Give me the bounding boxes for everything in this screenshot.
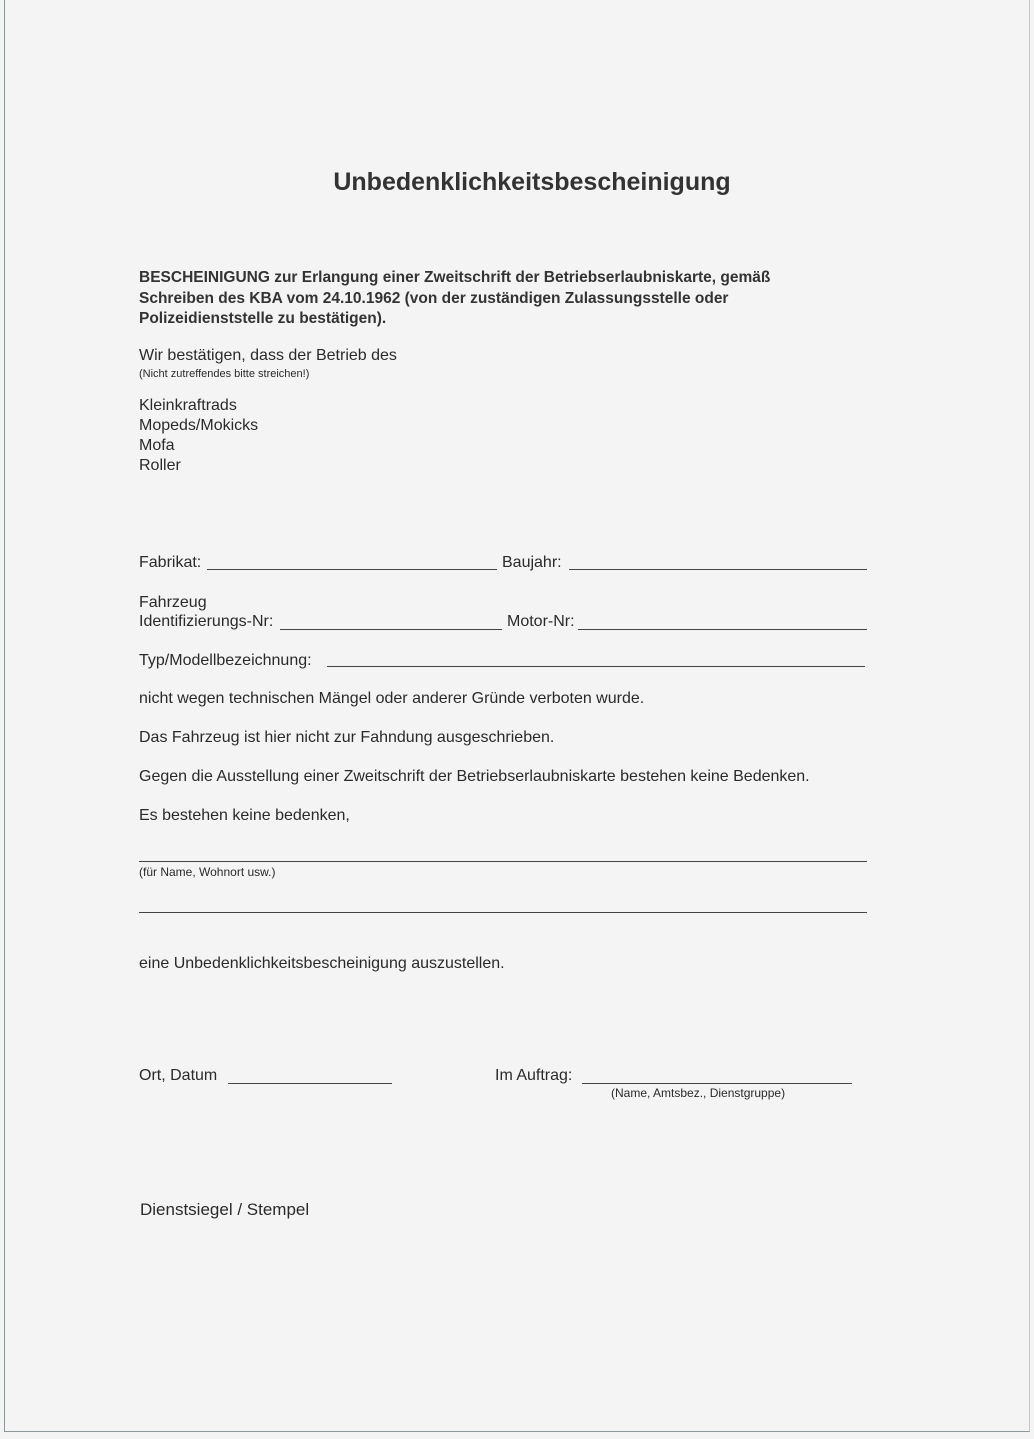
motor-label: Motor-Nr: (507, 613, 575, 630)
ort-datum-label: Ort, Datum (139, 1067, 218, 1084)
im-auftrag-field[interactable] (582, 1083, 852, 1084)
closing-text: eine Unbedenklichkeitsbescheinigung auszustellen. (139, 955, 505, 972)
vehicle-type-item: Mopeds/Mokicks (139, 417, 259, 434)
ident-label: Identifizierungs-Nr: (139, 613, 274, 630)
confirm-note: (Nicht zutreffendes bitte streichen!) (139, 368, 310, 380)
intro-paragraph (139, 268, 770, 330)
address-field[interactable] (139, 912, 867, 913)
vehicle-type-item: Mofa (139, 437, 175, 454)
vehicle-type-item: Kleinkraftrads (139, 397, 237, 414)
statement: Das Fahrzeug ist hier nicht zur Fahndung ausgeschrieben. (139, 729, 555, 746)
name-note: (für Name, Wohnort usw.) (139, 865, 276, 879)
fabrikat-label: Fabrikat: (139, 554, 202, 571)
typ-field[interactable] (327, 666, 865, 667)
vehicle-type-item: Roller (139, 457, 181, 474)
typ-label: Typ/Modellbezeichnung: (139, 652, 312, 669)
intro-line: Schreiben des KBA vom 24.10.1962 (von der zuständigen Zulassungsstelle oder (139, 289, 729, 307)
fahrzeug-label: Fahrzeug (139, 594, 207, 611)
confirm-text: Wir bestätigen, dass der Betrieb des (139, 347, 397, 364)
statement: nicht wegen technischen Mängel oder anderer Gründe verboten wurde. (139, 690, 645, 707)
document-title: Unbedenklichkeitsbescheinigung (333, 168, 731, 196)
vehicle-type-list (139, 396, 258, 476)
baujahr-field[interactable] (569, 569, 867, 570)
baujahr-label: Baujahr: (502, 554, 562, 571)
intro-line: Polizeidienststelle zu bestätigen). (139, 310, 387, 327)
name-field[interactable] (139, 861, 867, 862)
statement: Es bestehen keine bedenken, (139, 807, 350, 824)
auftrag-note: (Name, Amtsbez., Dienstgruppe) (611, 1086, 786, 1100)
statement: Gegen die Ausstellung einer Zweitschrift der Betriebserlaubniskarte bestehen keine Bedenken. (139, 768, 810, 785)
intro-line: BESCHEINIGUNG zur Erlangung einer Zweitschrift der Betriebserlaubniskarte, gemäß (139, 269, 771, 286)
motor-field[interactable] (578, 629, 867, 630)
seal-label: Dienstsiegel / Stempel (140, 1200, 310, 1219)
fabrikat-field[interactable] (207, 569, 497, 570)
im-auftrag-label: Im Auftrag: (495, 1067, 573, 1084)
ort-datum-field[interactable] (228, 1083, 392, 1084)
ident-field[interactable] (280, 629, 502, 630)
